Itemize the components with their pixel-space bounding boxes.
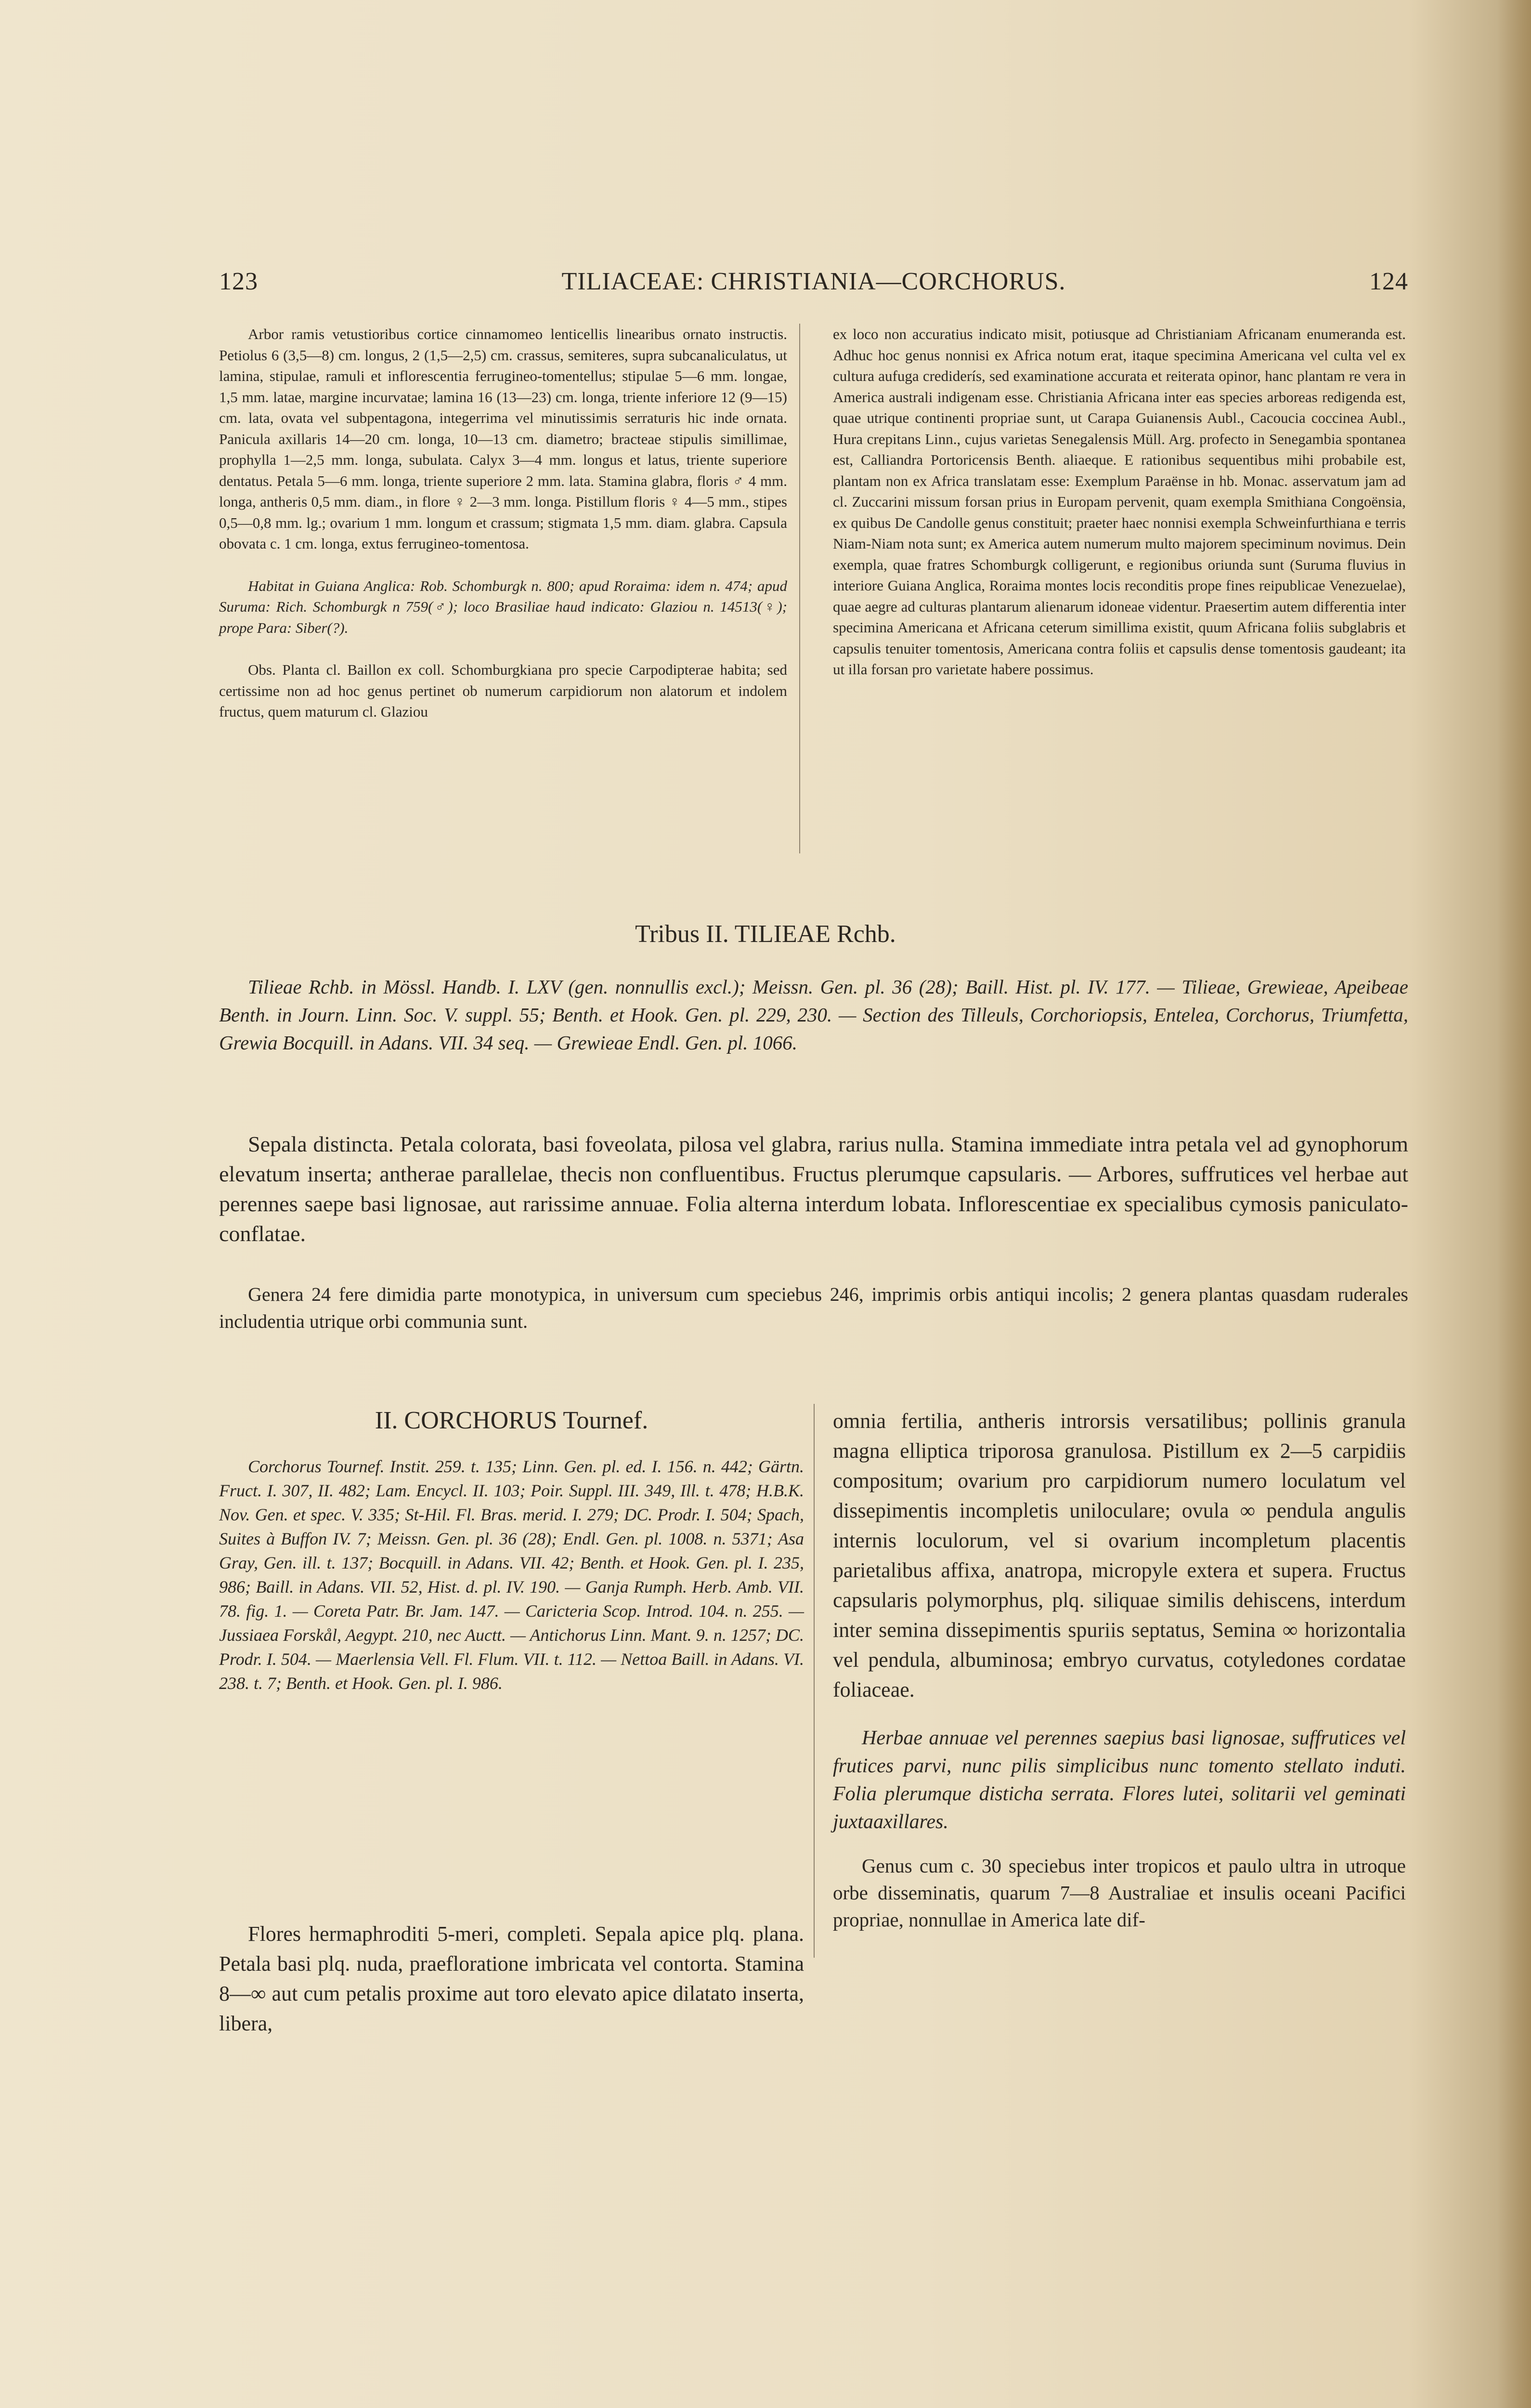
page-edge-shadow (1497, 0, 1531, 2408)
tribe-description: Sepala distincta. Petala colorata, basi foveolata, pilosa vel glabra, rarius nulla. Stamina immediate intra petala vel ad gynophorum elevatum inserta; antherae parallelae, thecis non confluentibus. Fructus plerumque capsularis. — Arbores, suffrutices vel herbae aut perennes saepe basi lignosae, aut rarissime annuae. Folia alterna interdum lobata. Inflorescentiae ex specialibus cymosis paniculato-conflatae. (219, 1132, 1408, 1246)
tribe-description-block (219, 1129, 1408, 1249)
habitat-paragraph: Habitat in Guiana Anglica: Rob. Schomburgk n. 800; apud Roraima: idem n. 474; apud Suruma: Rich. Schomburgk n 759(♂); loco Brasiliae haud indicato: Glaziou n. 14513(♀); prope Para: Siber(?). (219, 577, 787, 636)
genus-right-column (833, 1406, 1406, 1933)
genus-description-right: omnia fertilia, antheris introrsis versatilibus; pollinis granula magna elliptica triporosa granulosa. Pistillum ex 2—5 carpidiis compositum; ovarium pro carpidiorum numero loculatum vel dissepimentis incompletis uniloculare; ovula ∞ pendula angulis internis loculorum, vel si ovarium incompletum placentis parietalibus affixa, anatropa, micropyle extera et supera. Fructus capsularis polymorphus, plq. siliquae similis dehiscens, interdum inter semina dissepimentis spuriis septatus, Semina ∞ horizontalia vel pendula, albuminosa; embryo curvatus, cotyledones cordatae foliaceae. (833, 1409, 1406, 1701)
top-right-column (833, 324, 1406, 680)
genus-habit: Herbae annuae vel perennes saepius basi lignosae, suffrutices vel frutices parvi, nunc pilis simplicibus nunc tomento stellato induti. Folia plerumque disticha serrata. Flores lutei, solitarii vel geminati juxtaaxillares. (833, 1727, 1406, 1833)
species-description: Arbor ramis vetustioribus cortice cinnamomeo lenticellis linearibus ornato instructis. Petiolus 6 (3,5—8) cm. longus, 2 (1,5—2,5) cm. crassus, semiteres, supra subcanaliculatus, ut lamina, stipulae, ramuli et inflorescentia ferrugineo-tomentellus; stipulae 5—6 mm. longae, 1,5 mm. latae, margine incurvatae; lamina 16 (13—23) cm. longa, triente inferiore 12 (9—15) cm. lata, ovata vel subpentagona, integerrima vel minutissimis serraturis hic inde ornata. Panicula axillaris 14—20 cm. longa, 10—13 cm. diametro; bracteae stipulis simillimae, prophylla 1—2,5 mm. longa, subulata. Calyx 3—4 mm. longus et latus, triente superiore dentatus. Petala 5—6 mm. longa, triente superiore 2 mm. lata. Stamina glabra, floris ♂ 4 mm. longa, antheris 0,5 mm. diam., in flore ♀ 2—3 mm. longa. Pistillum floris ♀ 4—5 mm., stipes 0,5—0,8 mm. lg.; ovarium 1 mm. longum et crassum; stigmata 1,5 mm. diam. glabra. Capsula obovata c. 1 cm. longa, extus ferrugineo-tomentosa. (219, 326, 787, 552)
genus-synonymy-block (219, 1454, 804, 1695)
column-divider-top (799, 324, 800, 853)
genus-description-left: Flores hermaphroditi 5-meri, completi. Sepala apice plq. plana. Petala basi plq. nuda, praefloratione imbricata vel contorta. Stamina 8—∞ aut cum petalis proxime aut toro elevato apice dilatato inserta, libera, (219, 1922, 804, 2035)
tribe-heading: Tribus II. TILIEAE Rchb. (635, 920, 896, 948)
genus-species-note: Genus cum c. 30 speciebus inter tropicos et paulo ultra in utroque orbe disseminatis, quarum 7—8 Australiae et insulis oceani Pacifici propriae, nonnullae in America late dif- (833, 1855, 1406, 1931)
right-page-number: 124 (1369, 268, 1408, 295)
genus-heading: II. CORCHORUS Tournef. (375, 1407, 649, 1434)
tribe-synonymy (219, 973, 1408, 1057)
observation-continued: ex loco non accuratius indicato misit, potiusque ad Christianiam Africanam enumeranda est. Adhuc hoc genus nonnisi ex Africa notum erat, itaque specimina Americana vel culta vel ex cultura aufuga crediderís, sed examinatione accurata et reiterata opinor, hanc plantam re vera in America australi indigenam esse. Christiania Africana inter eas species arboreas redigenda est, quae utrique continenti propriae sunt, ut Carapa Guianensis Aubl., Cacoucia coccinea Aubl., Hura crepitans Linn., cujus varietas Senegalensis Müll. Arg. profecto in Senegambia spontanea est, Calliandra Portoricensis Benth. aliaeque. E rationibus sequentibus mihi probabile est, plantam non ex Africa translatam esse: Exemplum Paraënse in hb. Monac. asservatum jam ad cl. Zuccarini missum forsan prius in Europam pervenit, quam exempla Smithiana Congoënsia, ex quibus De Candolle genus constituit; praeter haec nonnisi exempla Schweinfurthiana e terris Niam-Niam nota sunt; ex America autem numerum multo majorem speciminum novimus. Dein exempla, quae fratres Schomburgk colligerunt, e regionibus oriunda sunt (Suruma fluvius in interiore Guiana Anglica, Roraima montes locis reconditis prope fines reipublicae Venezuelae), quae aegre ad culturas plantarum alienarum idoneae videntur. Praesertim autem differentia inter specimina Americana et Africana ceterum simillima existit, quum Africana foliis subglabris et capsulis tenuiter tomentosis, Americana contra foliis et capsulis dense tomentosis gaudeant; ita ut illa forsan pro varietate habere possimus. (833, 326, 1406, 678)
top-left-column (219, 324, 787, 722)
tribe-synonymy-text: Tilieae Rchb. in Mössl. Handb. I. LXV (gen. nonnullis excl.); Meissn. Gen. pl. 36 (28); Baill. Hist. pl. IV. 177. — Tilieae, Grewieae, Apeibeae Benth. in Journ. Linn. Soc. V. suppl. 55; Benth. et Hook. Gen. pl. 229, 230. — Section des Tilleuls, Corchoriopsis, Entelea, Corchorus, Triumfetta, Grewia Bocquill. in Adans. VII. 34 seq. — Grewieae Endl. Gen. pl. 1066. (219, 976, 1408, 1054)
column-divider-bottom (814, 1404, 815, 1958)
running-title: TILIACEAE: CHRISTIANIA—CORCHORUS. (561, 268, 1066, 295)
left-page-number: 123 (219, 268, 258, 295)
genus-description-left-block (219, 1919, 804, 2039)
genus-synonymy: Corchorus Tournef. Instit. 259. t. 135; Linn. Gen. pl. ed. I. 156. n. 442; Gärtn. Fruct. I. 307, II. 482; Lam. Encycl. II. 103; Poir. Suppl. III. 349, Ill. t. 478; H.B.K. Nov. Gen. et spec. V. 335; St-Hil. Fl. Bras. merid. I. 279; DC. Prodr. I. 504; Spach, Suites à Buffon IV. 7; Meissn. Gen. pl. 36 (28); Endl. Gen. pl. 1008. n. 5371; Asa Gray, Gen. ill. t. 137; Bocquill. in Adans. VII. 42; Benth. et Hook. Gen. pl. I. 235, 986; Baill. in Adans. VII. 52, Hist. d. pl. IV. 190. — Ganja Rumph. Herb. Amb. VII. 78. fig. 1. — Coreta Patr. Br. Jam. 147. — Caricteria Scop. Introd. 104. n. 255. — Jussiaea Forskål, Aegypt. 210, nec Auctt. — Antichorus Linn. Mant. 9. n. 1257; DC. Prodr. I. 504. — Maerlensia Vell. Fl. Flum. VII. t. 112. — Nettoa Baill. in Adans. VI. 238. t. 7; Benth. et Hook. Gen. pl. I. 986. (219, 1457, 804, 1693)
observation-paragraph: Obs. Planta cl. Baillon ex coll. Schomburgkiana pro specie Carpodipterae habita; sed certissime non ad hoc genus pertinet ob numerum carpidiorum non alatorum et indolem fructus, quem maturum cl. Glaziou (219, 661, 787, 720)
tribe-genera-block (219, 1281, 1408, 1335)
tribe-genera-note: Genera 24 fere dimidia parte monotypica, in universum cum speciebus 246, imprimis orbis antiqui incolis; 2 genera plantas quasdam ruderales includentia utrique orbi communia sunt. (219, 1283, 1408, 1332)
running-head (219, 267, 1408, 301)
